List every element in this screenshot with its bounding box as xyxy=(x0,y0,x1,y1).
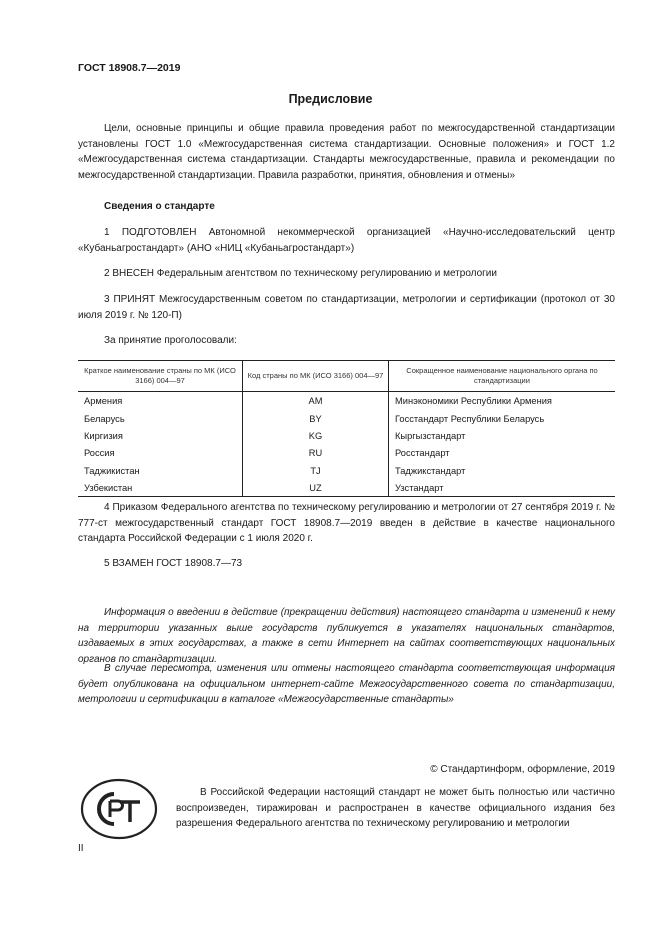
notice-paragraph-1: Информация о введении в действие (прекращении действия) настоящего стандарта и изменений к нему на территории указанных выше государств публикуется в указателях национальных стандартов, издаваемых в этих государствах, а также в сети Интернет на сайтах соответствующих национальных органов по стандартизации. xyxy=(78,607,615,665)
table-row xyxy=(78,409,615,426)
table-row xyxy=(78,479,615,497)
table-cell-body: Таджикстандарт xyxy=(395,465,466,476)
table-cell-country: Беларусь xyxy=(78,409,243,426)
table-cell-body: Росстандарт xyxy=(395,448,450,459)
table-cell-country: Таджикистан xyxy=(78,462,243,479)
table-cell-body: Узстандарт xyxy=(395,483,444,494)
table-row xyxy=(78,462,615,479)
voted-label: За принятие проголосовали: xyxy=(104,335,237,346)
table-cell-country: Киргизия xyxy=(78,427,243,444)
table-cell-code: RU xyxy=(243,444,389,461)
table-cell-code: KG xyxy=(243,427,389,444)
table-cell-country: Россия xyxy=(78,444,243,461)
table-header-row xyxy=(78,361,615,392)
table-cell-code: BY xyxy=(243,409,389,426)
document-code: ГОСТ 18908.7—2019 xyxy=(78,62,181,74)
page-number: II xyxy=(78,843,84,854)
notice-paragraph-2: В случае пересмотра, изменения или отмены настоящего стандарта соответствующая информация будет опубликована на официальном интернет-сайте Межгосударственного совета по стандартизации, метрологии и сертификации в каталоге «Межгосударственные стандарты» xyxy=(78,663,615,705)
table-cell-code: AM xyxy=(243,392,389,410)
table-cell-body: Госстандарт Республики Беларусь xyxy=(395,413,545,424)
section-title: Сведения о стандарте xyxy=(104,201,215,212)
intro-paragraph: Цели, основные принципы и общие правила проведения работ по межгосударственной стандартизации установлены ГОСТ 1.0 «Межгосударственная система стандартизации. Основные положения» и ГОСТ 1.2 «Межгосударственная система стандартизации. Стандарты межгосударственные, правила и рекомендации по межгосударственной стандартизации. Правила разработки, принятия, обновления и отмены» xyxy=(78,123,615,181)
table-header-country: Краткое наименование страны по МК (ИСО 3166) 004—97 xyxy=(78,361,243,392)
table-cell-country: Армения xyxy=(78,392,243,410)
table-cell-country: Узбекистан xyxy=(78,479,243,497)
table-cell-code: TJ xyxy=(243,462,389,479)
table-header-code: Код страны по МК (ИСО 3166) 004—97 xyxy=(243,361,389,392)
copyright-line: © Стандартинформ, оформление, 2019 xyxy=(430,764,615,775)
table-row xyxy=(78,392,615,410)
table-cell-code: UZ xyxy=(243,479,389,497)
table-row xyxy=(78,444,615,461)
item-3: 3 ПРИНЯТ Межгосударственным советом по стандартизации, метрологии и сертификации (протокол от 30 июля 2019 г. № 120-П) xyxy=(78,294,615,321)
item-4: 4 Приказом Федерального агентства по техническому регулированию и метрологии от 27 сентября 2019 г. № 777-ст межгосударственный стандарт ГОСТ 18908.7—2019 введен в действие в качестве национального стандарта Российской Федерации с 1 июля 2020 г. xyxy=(78,502,615,544)
table-cell-body: Минэкономики Республики Армения xyxy=(395,396,552,407)
item-5: 5 ВЗАМЕН ГОСТ 18908.7—73 xyxy=(104,558,243,569)
page-title: Предисловие xyxy=(288,92,373,106)
table-header-body: Сокращенное наименование национального органа по стандартизации xyxy=(389,361,616,392)
item-2: 2 ВНЕСЕН Федеральным агентством по техническому регулированию и метрологии xyxy=(104,268,497,279)
copyright-notice: В Российской Федерации настоящий стандарт не может быть полностью или частично воспроизведен, тиражирован и распространен в качестве официального издания без разрешения Федерального агентства по техническому регулированию и метрологии xyxy=(176,787,615,829)
table-cell-body: Кыргызстандарт xyxy=(395,430,466,441)
item-1: 1 ПОДГОТОВЛЕН Автономной некоммерческой организацией «Научно-исследовательский центр «Кубаньагростандарт» (АНО «НИЦ «Кубаньагростандарт») xyxy=(78,227,615,254)
voting-countries-table xyxy=(78,360,615,497)
gost-r-certification-mark-icon xyxy=(80,778,158,840)
table-row xyxy=(78,427,615,444)
